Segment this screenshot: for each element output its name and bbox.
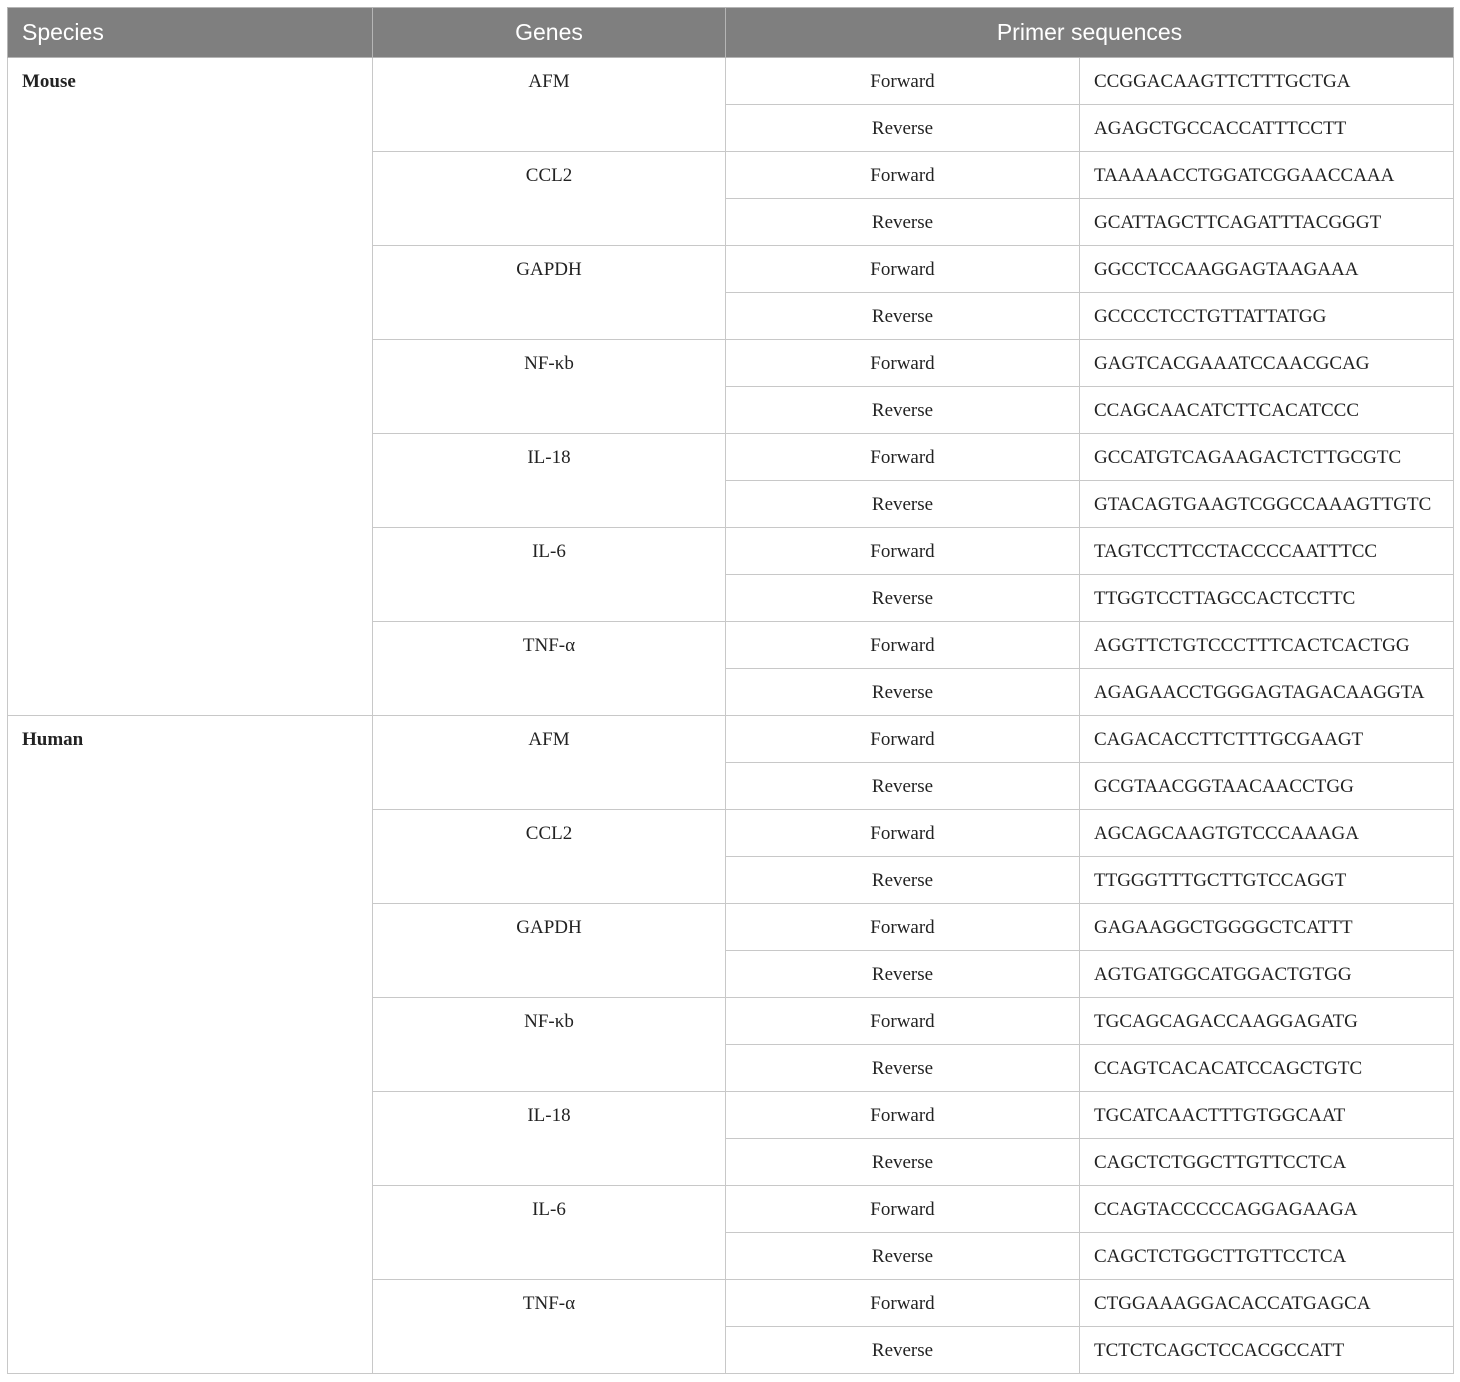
direction-cell-reverse: Reverse: [726, 1045, 1080, 1092]
direction-cell-forward: Forward: [726, 622, 1080, 669]
species-cell: Mouse: [8, 58, 373, 716]
gene-cell: CCL2: [373, 152, 726, 246]
direction-cell-reverse: Reverse: [726, 951, 1080, 998]
sequence-cell-reverse: CCAGTCACACATCCAGCTGTC: [1080, 1045, 1454, 1092]
gene-cell: IL-18: [373, 1092, 726, 1186]
direction-cell-forward: Forward: [726, 246, 1080, 293]
sequence-cell-reverse: AGAGAACCTGGGAGTAGACAAGGTA: [1080, 669, 1454, 716]
sequence-cell-forward: TAAAAACCTGGATCGGAACCAAA: [1080, 152, 1454, 199]
sequence-cell-reverse: GCGTAACGGTAACAACCTGG: [1080, 763, 1454, 810]
gene-cell: GAPDH: [373, 904, 726, 998]
direction-cell-reverse: Reverse: [726, 293, 1080, 340]
direction-cell-forward: Forward: [726, 1280, 1080, 1327]
sequence-cell-forward: AGCAGCAAGTGTCCCAAAGA: [1080, 810, 1454, 857]
direction-cell-reverse: Reverse: [726, 105, 1080, 152]
direction-cell-forward: Forward: [726, 434, 1080, 481]
header-primer-sequences: Primer sequences: [726, 8, 1454, 58]
sequence-cell-reverse: TCTCTCAGCTCCACGCCATT: [1080, 1327, 1454, 1374]
direction-cell-forward: Forward: [726, 1092, 1080, 1139]
sequence-cell-forward: GGCCTCCAAGGAGTAAGAAA: [1080, 246, 1454, 293]
header-row: [8, 8, 1454, 58]
direction-cell-forward: Forward: [726, 340, 1080, 387]
sequence-cell-forward: CTGGAAAGGACACCATGAGCA: [1080, 1280, 1454, 1327]
direction-cell-forward: Forward: [726, 58, 1080, 105]
sequence-cell-forward: GAGAAGGCTGGGGCTCATTT: [1080, 904, 1454, 951]
sequence-cell-reverse: TTGGGTTTGCTTGTCCAGGT: [1080, 857, 1454, 904]
direction-cell-reverse: Reverse: [726, 1139, 1080, 1186]
sequence-cell-forward: CCAGTACCCCCAGGAGAAGA: [1080, 1186, 1454, 1233]
gene-cell: TNF-α: [373, 622, 726, 716]
gene-cell: AFM: [373, 716, 726, 810]
direction-cell-reverse: Reverse: [726, 1233, 1080, 1280]
gene-cell: IL-6: [373, 1186, 726, 1280]
gene-cell: TNF-α: [373, 1280, 726, 1374]
direction-cell-forward: Forward: [726, 904, 1080, 951]
gene-cell: NF-κb: [373, 998, 726, 1092]
sequence-cell-forward: TGCATCAACTTTGTGGCAAT: [1080, 1092, 1454, 1139]
sequence-cell-reverse: AGAGCTGCCACCATTTCCTT: [1080, 105, 1454, 152]
sequence-cell-forward: GAGTCACGAAATCCAACGCAG: [1080, 340, 1454, 387]
sequence-cell-reverse: CAGCTCTGGCTTGTTCCTCA: [1080, 1139, 1454, 1186]
direction-cell-reverse: Reverse: [726, 481, 1080, 528]
sequence-cell-reverse: CAGCTCTGGCTTGTTCCTCA: [1080, 1233, 1454, 1280]
direction-cell-forward: Forward: [726, 998, 1080, 1045]
direction-cell-reverse: Reverse: [726, 575, 1080, 622]
gene-cell: NF-κb: [373, 340, 726, 434]
sequence-cell-reverse: GCATTAGCTTCAGATTTACGGGT: [1080, 199, 1454, 246]
gene-cell: GAPDH: [373, 246, 726, 340]
direction-cell-reverse: Reverse: [726, 763, 1080, 810]
sequence-cell-reverse: TTGGTCCTTAGCCACTCCTTC: [1080, 575, 1454, 622]
species-cell: Human: [8, 716, 373, 1374]
gene-cell: IL-18: [373, 434, 726, 528]
gene-cell: AFM: [373, 58, 726, 152]
gene-cell: IL-6: [373, 528, 726, 622]
direction-cell-reverse: Reverse: [726, 199, 1080, 246]
sequence-cell-reverse: AGTGATGGCATGGACTGTGG: [1080, 951, 1454, 998]
primer-table: [7, 7, 1454, 1374]
gene-cell: CCL2: [373, 810, 726, 904]
direction-cell-reverse: Reverse: [726, 669, 1080, 716]
sequence-cell-forward: TGCAGCAGACCAAGGAGATG: [1080, 998, 1454, 1045]
direction-cell-forward: Forward: [726, 1186, 1080, 1233]
direction-cell-forward: Forward: [726, 528, 1080, 575]
direction-cell-reverse: Reverse: [726, 1327, 1080, 1374]
direction-cell-forward: Forward: [726, 810, 1080, 857]
sequence-cell-forward: CAGACACCTTCTTTGCGAAGT: [1080, 716, 1454, 763]
sequence-cell-reverse: GTACAGTGAAGTCGGCCAAAGTTGTC: [1080, 481, 1454, 528]
header-species: Species: [8, 8, 373, 58]
table-row: [8, 58, 1454, 105]
header-genes: Genes: [373, 8, 726, 58]
table-body: [8, 58, 1454, 1374]
direction-cell-reverse: Reverse: [726, 387, 1080, 434]
sequence-cell-forward: GCCATGTCAGAAGACTCTTGCGTC: [1080, 434, 1454, 481]
sequence-cell-forward: CCGGACAAGTTCTTTGCTGA: [1080, 58, 1454, 105]
table-row: [8, 716, 1454, 763]
sequence-cell-forward: AGGTTCTGTCCCTTTCACTCACTGG: [1080, 622, 1454, 669]
sequence-cell-forward: TAGTCCTTCCTACCCCAATTTCC: [1080, 528, 1454, 575]
direction-cell-forward: Forward: [726, 152, 1080, 199]
direction-cell-reverse: Reverse: [726, 857, 1080, 904]
sequence-cell-reverse: CCAGCAACATCTTCACATCCC: [1080, 387, 1454, 434]
sequence-cell-reverse: GCCCCTCCTGTTATTATGG: [1080, 293, 1454, 340]
direction-cell-forward: Forward: [726, 716, 1080, 763]
